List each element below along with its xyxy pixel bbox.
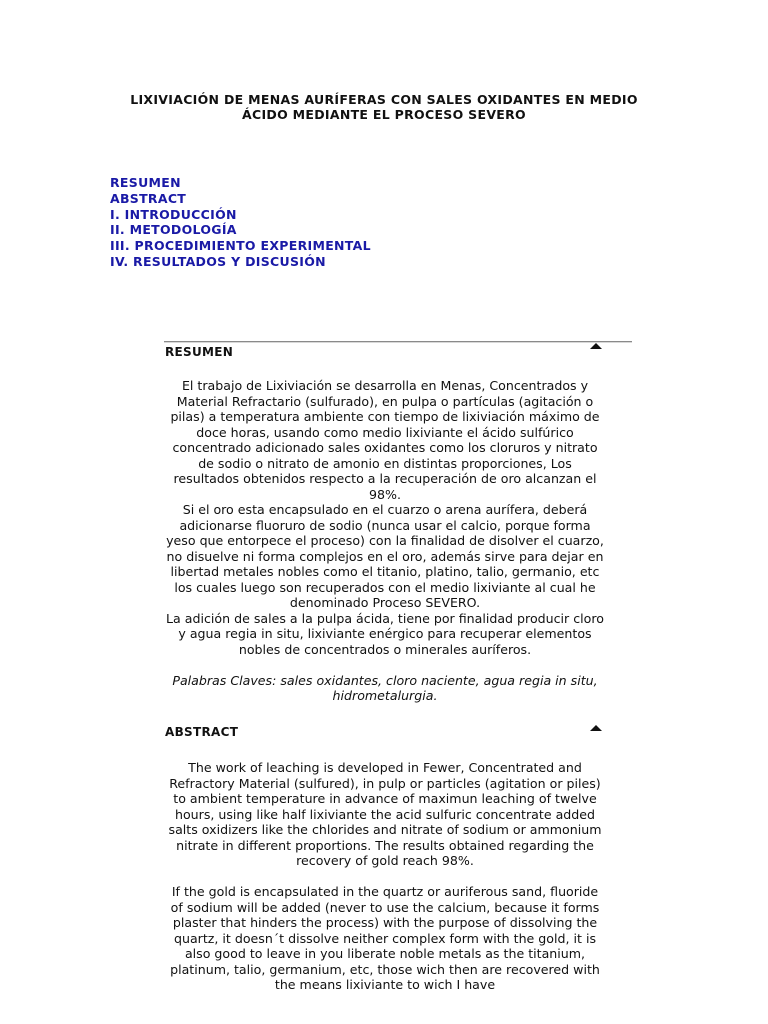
toc-link-abstract[interactable]: ABSTRACT <box>110 190 187 206</box>
toc-link-metodologia[interactable]: II. METODOLOGÍA <box>110 222 237 238</box>
resumen-body <box>164 378 606 704</box>
resumen-heading: RESUMEN <box>165 345 234 359</box>
toc-link-resultados-discusion[interactable]: IV. RESULTADOS Y DISCUSIÓN <box>110 253 326 269</box>
abstract-heading: ABSTRACT <box>165 725 239 739</box>
document-title <box>100 92 668 122</box>
back-to-top-arrow-icon[interactable] <box>590 725 602 731</box>
resumen-keywords: Palabras Claves: sales oxidantes, cloro naciente, agua regia in situ, hidrometalurgia. <box>172 672 598 703</box>
abstract-paragraph-1: The work of leaching is developed in Fewer, Concentrated and Refractory Material (sulfured), in pulp or particles (agitation or piles) to ambient temperature in advance of maximun leaching of twelve hours, using like half lixiviante the acid sulfuric concentrate added salts oxidizers like the chlorides and nitrate of sodium or ammonium nitrate in different proportions. The results obtained regarding the recovery of gold reach 98%. <box>168 760 602 868</box>
toc-link-introduccion[interactable]: I. INTRODUCCIÓN <box>110 206 237 222</box>
abstract-paragraph-2: If the gold is encapsulated in the quartz or auriferous sand, fluoride of sodium will be added (never to use the calcium, because it forms plaster that hinders the process) with the purpose of dissolving the quartz, it doesn´t dissolve neither complex form with the gold, it is also good to leave in you liberate noble metals as the titanium, platinum, talio, germanium, etc, those wich then are recovered with the means lixiviante to wich I have <box>170 884 600 992</box>
section-divider <box>164 341 632 343</box>
resumen-paragraph-2: Si el oro esta encapsulado en el cuarzo o arena aurífera, deberá adicionarse fluoruro de sodio (nunca usar el calcio, porque forma yeso que entorpece el proceso) con la finalidad de disolver el cuarzo, no disuelve ni forma complejos en el oro, además sirve para dejar en libertad metales nobles como el titanio, platino, talio, germanio, etc los cuales luego son recuperados con el medio lixiviante al cual he denominado Proceso SEVERO. <box>166 502 604 610</box>
abstract-body <box>164 760 606 993</box>
resumen-paragraph-1: El trabajo de Lixiviación se desarrolla en Menas, Concentrados y Material Refractario (sulfurado), en pulpa o partículas (agitación o pilas) a temperatura ambiente con tiempo de lixiviación máximo de doce horas, usando como medio lixiviante el ácido sulfúrico concentrado adicionado sales oxidantes como los cloruros y nitrato de sodio o nitrato de amonio en distintas proporciones, Los resultados obtenidos respecto a la recuperación de oro alcanzan el 98%. <box>170 378 600 502</box>
back-to-top-arrow-icon[interactable] <box>590 343 602 349</box>
table-of-contents <box>110 175 371 270</box>
document-title-line-1: LIXIVIACIÓN DE MENAS AURÍFERAS CON SALES OXIDANTES EN MEDIO <box>130 92 638 107</box>
toc-link-procedimiento-experimental[interactable]: III. PROCEDIMIENTO EXPERIMENTAL <box>110 238 371 254</box>
document-title-line-2: ÁCIDO MEDIANTE EL PROCESO SEVERO <box>242 107 526 122</box>
toc-link-resumen[interactable]: RESUMEN <box>110 175 181 190</box>
resumen-paragraph-3: La adición de sales a la pulpa ácida, tiene por finalidad producir cloro y agua regia in situ, lixiviante enérgico para recuperar elementos nobles de concentrados o minerales auríferos. <box>166 610 604 657</box>
